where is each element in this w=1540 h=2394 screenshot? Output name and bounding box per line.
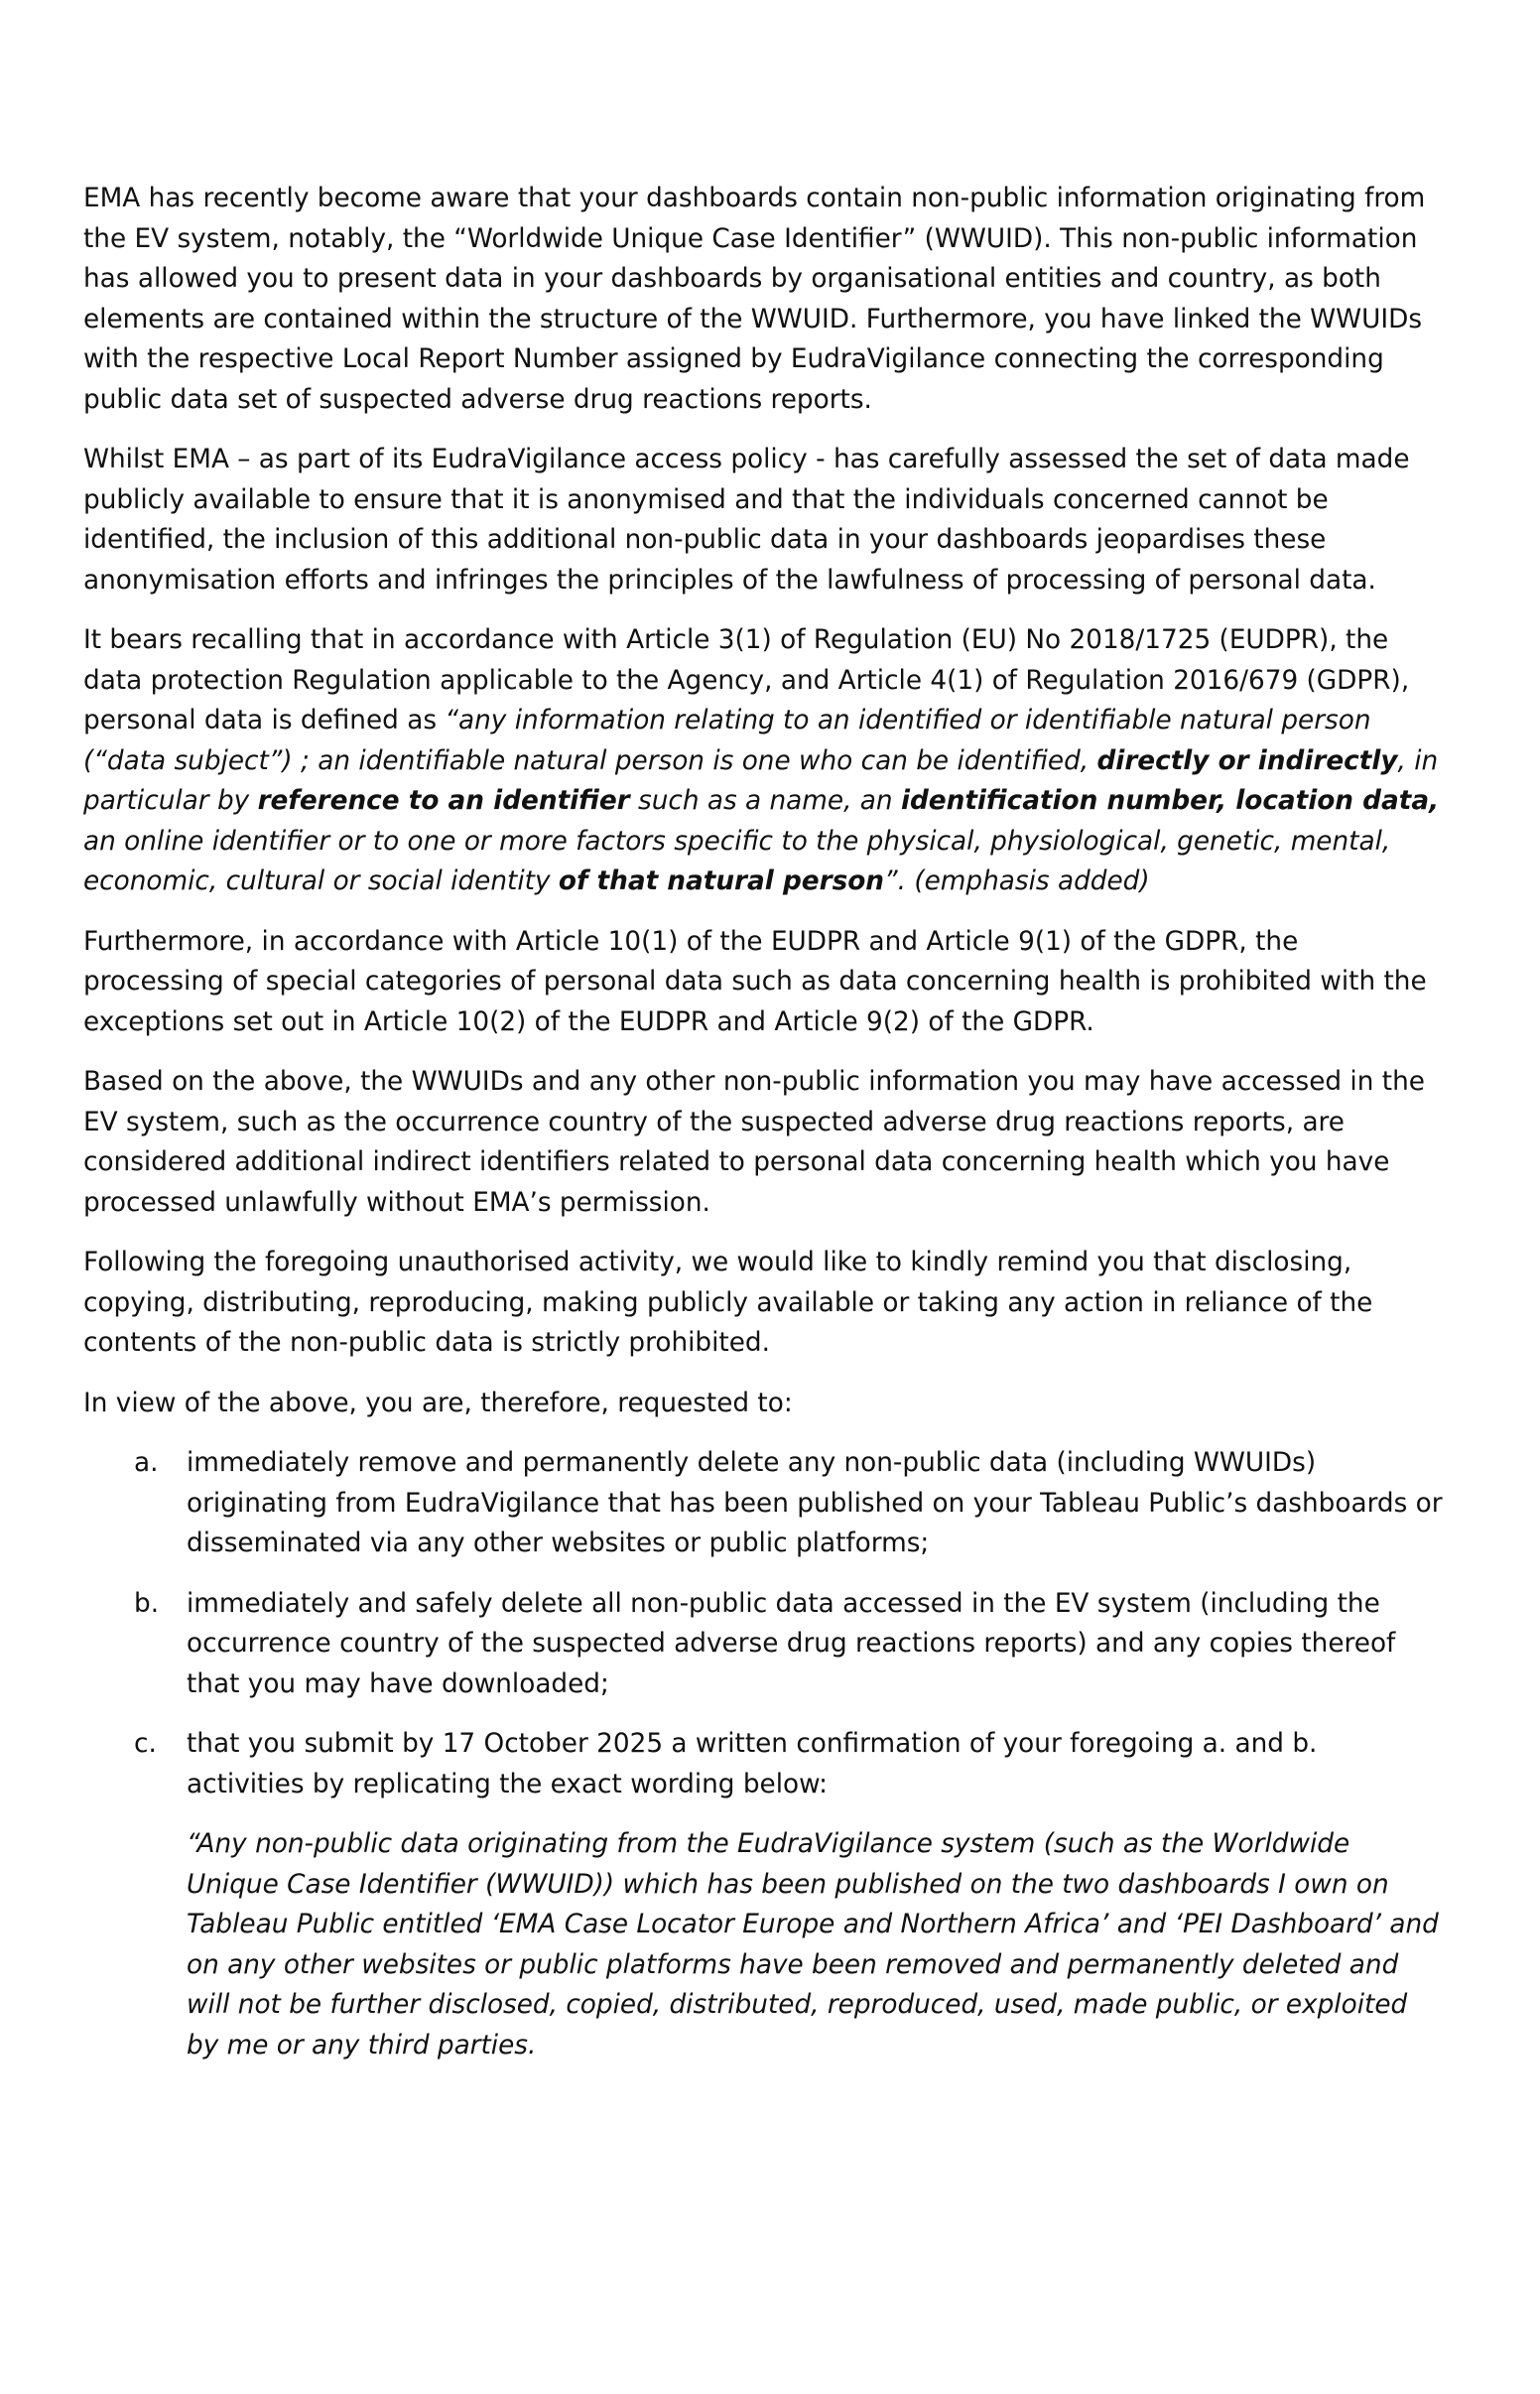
list-marker: c. [134,1729,157,1759]
paragraph-access-policy: Whilst EMA – as part of its EudraVigilance access policy - has carefully assessed the set of data made publicly available to ensure that it is anonymised and that the individuals concerned cannot be identified, the inclusion of this additional non-public data in your dashboards jeopardises these anonymisation efforts and infringes the principles of the lawfulness of processing of personal data. [83,445,1410,596]
emphasis-directly-or-indirectly: directly or indirectly [1096,745,1398,776]
paragraph-prohibition-reminder: Following the foregoing unauthorised activity, we would like to kindly remind you that disclosing, copying, distributing, reproducing, making publicly available or taking any action in reliance of the contents of the non-public data is strictly prohibited. [83,1248,1373,1358]
emphasis-identification-number: identification number, location data, [900,786,1440,816]
definition-quote-part-1: “any information relating to an identified or identifiable natural person (“data subject”) ; an identifiable natural person is one who can be identified, [83,706,1371,776]
paragraph-personal-data-definition [83,620,1443,902]
emphasis-reference-to-identifier: reference to an identifier [257,786,630,816]
paragraph-indirect-identifiers: Based on the above, the WWUIDs and any other non-public information you may have accessed in the EV system, such as the occurrence country of the suspected adverse drug reactions reports, are considered additional indirect identifiers related to personal data concerning health which you have processed unlawfully without EMA’s permission. [83,1067,1425,1218]
list-item [83,1584,1443,1705]
definition-quote-part-5: ”. (emphasis added) [884,866,1150,896]
letter-body [83,179,1443,2065]
list-item [83,1443,1443,1564]
list-item-text: immediately and safely delete all non-public data accessed in the EV system (including the occurrence country of the suspected adverse drug reactions reports) and any copies thereof that you may have downloaded; [187,1588,1396,1699]
list-item [83,1724,1443,1804]
confirmation-wording-quote: “Any non-public data originating from the EudraVigilance system (such as the Worldwide Unique Case Identifier (WWUID)) which has been published on the two dashboards I own on Tableau Public entitled ‘EMA Case Locator Europe and Northern Africa’ and ‘PEI Dashboard’ and on any other websites or public platforms have been removed and permanently deleted and will not be further disclosed, copied, distributed, reproduced, used, made public, or exploited by me or any third parties. [187,1829,1439,2061]
paragraph-wwuid-discovery: EMA has recently become aware that your dashboards contain non-public information originating from the EV system, notably, the “Worldwide Unique Case Identifier” (WWUID). This non-public information has allowed you to present data in your dashboards by organisational entities and country, as both elements are contained within the structure of the WWUID. Furthermore, you have linked the WWUIDs with the respective Local Report Number assigned by EudraVigilance connecting the corresponding public data set of suspected adverse drug reactions reports. [83,184,1426,415]
emphasis-natural-person: of that natural person [558,866,885,896]
list-marker: b. [134,1588,160,1619]
definition-quote-part-4: an online identifier or to one or more factors specific to the physical, physiological, genetic, mental, economic, cultural or social identity [83,826,1391,896]
list-marker: a. [134,1448,159,1478]
list-item-text: immediately remove and permanently delete any non-public data (including WWUIDs) originating from EudraVigilance that has been published on your Tableau Public’s dashboards or disseminated via any other websites or public platforms; [187,1448,1443,1558]
definition-intro: It bears recalling that in accordance with Article 3(1) of Regulation (EU) No 2018/1725 (EUDPR), the data protection Regulation applicable to the Agency, and Article 4(1) of Regulation 2016/679 (GDPR), personal data is defined as [83,625,1410,735]
paragraph-special-categories: Furthermore, in accordance with Article 10(1) of the EUDPR and Article 9(1) of the GDPR, the processing of special categories of personal data such as data concerning health is prohibited with the exceptions set out in Article 10(2) of the EUDPR and Article 9(2) of the GDPR. [83,926,1427,1037]
definition-quote-part-3: such as a name, an [629,786,901,816]
list-item-text: that you submit by 17 October 2025 a written confirmation of your foregoing a. and b. activities by replicating the exact wording below: [187,1729,1318,1799]
paragraph-request-intro: In view of the above, you are, therefore, requested to: [83,1388,793,1418]
request-list [83,1443,1443,1804]
definition-quote-part-2: , in particular by [83,745,1439,816]
